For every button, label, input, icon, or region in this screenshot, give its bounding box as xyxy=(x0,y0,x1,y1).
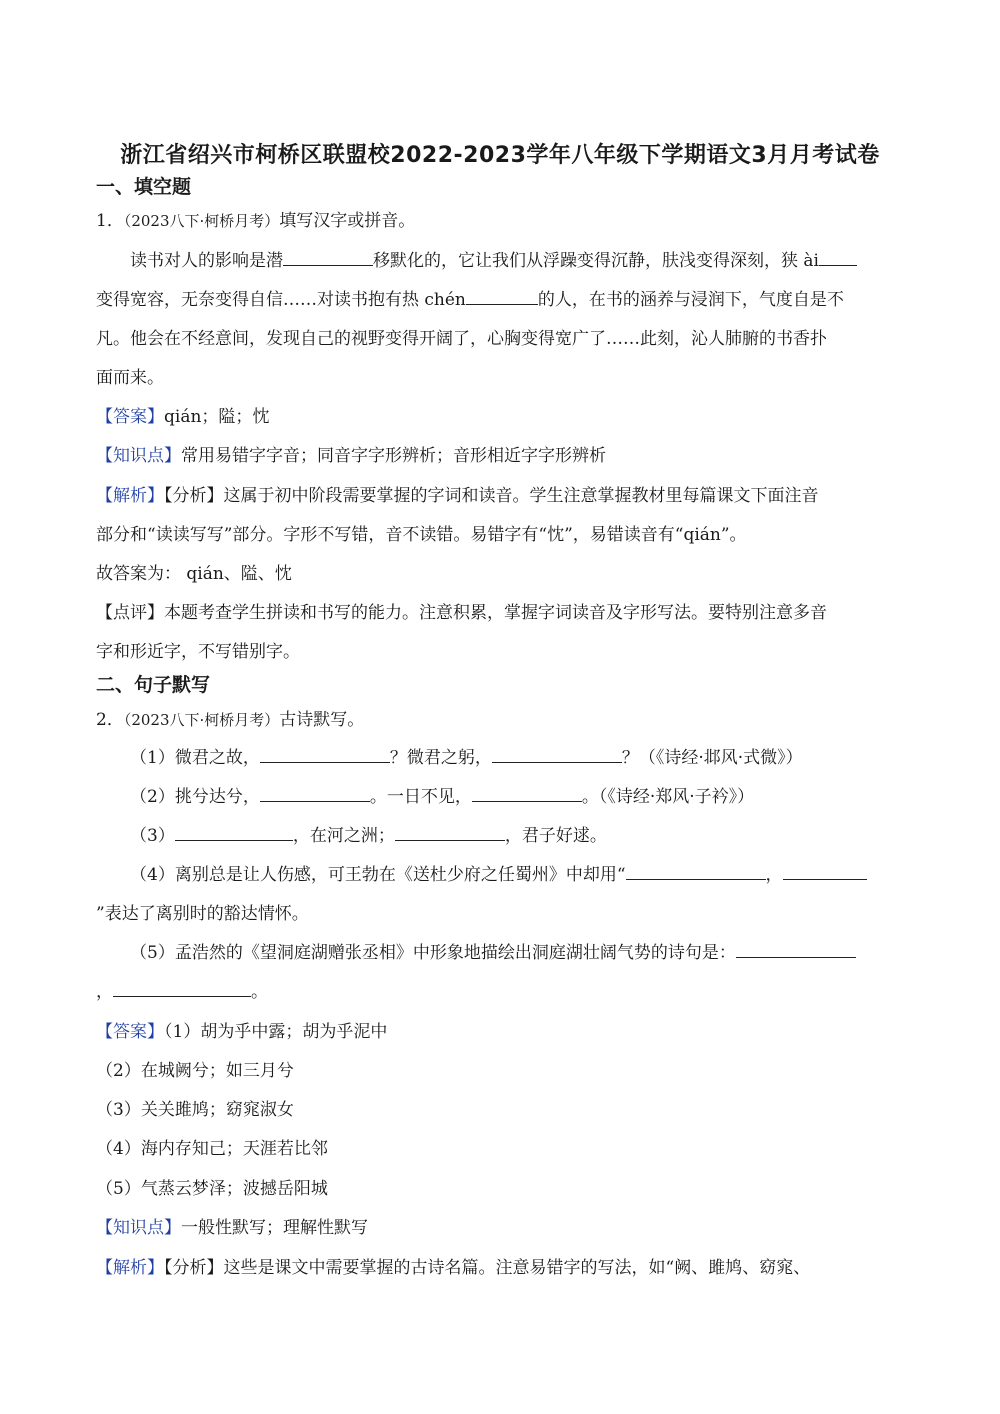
final-answer-line: 故答案为： qián、隘、忱 xyxy=(96,564,292,584)
answer-line: （4）海内存知己；天涯若比邻 xyxy=(96,1139,328,1159)
answer-blank xyxy=(466,288,538,305)
question-prompt: 古诗默写。 xyxy=(279,710,365,730)
dictation-item-cont: ”表达了离别时的豁达情怀。 xyxy=(96,904,309,924)
passage-text: 的人，在书的涵养与浸润下，气度自是不 xyxy=(537,290,844,310)
answer-tag: 【答案】 xyxy=(96,1022,164,1042)
answer-text: （1）胡为乎中露；胡为乎泥中 xyxy=(164,1022,388,1042)
question-prompt: 填写汉字或拼音。 xyxy=(279,211,416,231)
answer-blank xyxy=(626,863,766,880)
knowledge-text: 常用易错字字音；同音字字形辨析；音形相近字字形辨析 xyxy=(181,446,606,466)
question-2-header xyxy=(96,705,906,730)
answer-blank xyxy=(472,785,582,802)
question-number: 2． xyxy=(96,710,124,730)
answer-blank xyxy=(783,863,867,880)
answer-line: （3）关关雎鸠；窈窕淑女 xyxy=(96,1100,294,1120)
analysis-text: 【分析】这些是课文中需要掌握的古诗名篇。注意易错字的写法，如“阙、雎鸠、窈窕、 xyxy=(164,1258,811,1278)
dictation-item xyxy=(130,743,940,768)
answer-blank xyxy=(819,249,857,266)
analysis-line: 部分和“读读写写”部分。字形不写错，音不读错。易错字有“忱”，易错读音有“qián”。 xyxy=(96,525,747,545)
knowledge-tag: 【知识点】 xyxy=(96,1218,181,1238)
knowledge-tag: 【知识点】 xyxy=(96,446,181,466)
item-text: ，君子好逑。 xyxy=(504,826,607,846)
section-heading-dictation: 二、句子默写 xyxy=(96,674,211,696)
item-text: ， xyxy=(765,865,783,885)
passage-line xyxy=(96,285,906,310)
answer-line xyxy=(96,402,906,427)
answer-blank xyxy=(113,980,251,997)
analysis-line xyxy=(96,481,906,506)
question-source: （2023八下·柯桥月考） xyxy=(123,711,280,729)
answer-blank xyxy=(175,824,293,841)
page-title: 浙江省绍兴市柯桥区联盟校2022-2023学年八年级下学期语文3月月考试卷 xyxy=(120,143,880,168)
answer-blank xyxy=(260,746,390,763)
item-text: 。一日不见， xyxy=(369,787,472,807)
item-text: （4）离别总是让人伤感，可王勃在《送杜少府之任蜀州》中却用“ xyxy=(130,865,626,885)
dictation-item xyxy=(130,782,940,807)
dictation-item xyxy=(130,860,906,885)
passage-text: 变得宽容，无奈变得自信……对读书抱有热 chén xyxy=(96,290,466,310)
answer-line xyxy=(96,1017,906,1042)
knowledge-line xyxy=(96,441,906,466)
question-1-header xyxy=(96,206,906,231)
analysis-tag: 【解析】 xyxy=(96,1258,164,1278)
item-text: （1）微君之故， xyxy=(130,748,260,768)
answer-text: qián；隘；忱 xyxy=(164,407,270,427)
passage-text: 读书对人的影响是潜 xyxy=(130,251,283,271)
item-text: （2）挑兮达兮， xyxy=(130,787,260,807)
analysis-tag: 【解析】 xyxy=(96,486,164,506)
answer-blank xyxy=(492,746,622,763)
item-text: ？（《诗经·邶风·式微》） xyxy=(621,748,803,768)
knowledge-line xyxy=(96,1213,906,1238)
item-text: ？微君之躬， xyxy=(389,748,492,768)
analysis-line xyxy=(96,1253,906,1278)
answer-blank xyxy=(260,785,370,802)
analysis-text: 【分析】这属于初中阶段需要掌握的字词和读音。学生注意掌握教材里每篇课文下面注音 xyxy=(164,486,819,506)
comment-line: 字和形近字，不写错别字。 xyxy=(96,642,300,662)
question-source: （2023八下·柯桥月考） xyxy=(123,212,280,230)
item-text: 。 xyxy=(251,982,268,1002)
passage-line: 面而来。 xyxy=(96,368,164,388)
item-text: 。（《诗经·郑风·子衿》） xyxy=(581,787,755,807)
item-text: ， xyxy=(96,982,113,1002)
answer-blank xyxy=(283,249,373,266)
answer-blank xyxy=(395,824,505,841)
answer-tag: 【答案】 xyxy=(96,407,164,427)
dictation-item xyxy=(130,938,906,963)
answer-blank xyxy=(736,941,856,958)
answer-line: （5）气蒸云梦泽；波撼岳阳城 xyxy=(96,1179,328,1199)
knowledge-text: 一般性默写；理解性默写 xyxy=(181,1218,368,1238)
section-heading-fill-in: 一、填空题 xyxy=(96,176,192,198)
answer-line: （2）在城阙兮；如三月兮 xyxy=(96,1061,294,1081)
passage-text: 移默化的，它让我们从浮躁变得沉静，肤浅变得深刻，狭 ài xyxy=(373,251,819,271)
item-text: （3） xyxy=(130,826,175,846)
item-text: ，在河之洲； xyxy=(292,826,395,846)
item-text: （5）孟浩然的《望洞庭湖赠张丞相》中形象地描绘出洞庭湖壮阔气势的诗句是： xyxy=(130,943,736,963)
question-number: 1． xyxy=(96,211,124,231)
passage-line: 凡。他会在不经意间，发现自己的视野变得开阔了，心胸变得宽广了……此刻，沁人肺腑的书香扑 xyxy=(96,329,827,349)
dictation-item xyxy=(130,821,940,846)
dictation-item-cont xyxy=(96,977,906,1002)
comment-line: 【点评】本题考查学生拼读和书写的能力。注意积累，掌握字词读音及字形写法。要特别注意多音 xyxy=(96,603,827,623)
passage-line xyxy=(130,246,906,271)
